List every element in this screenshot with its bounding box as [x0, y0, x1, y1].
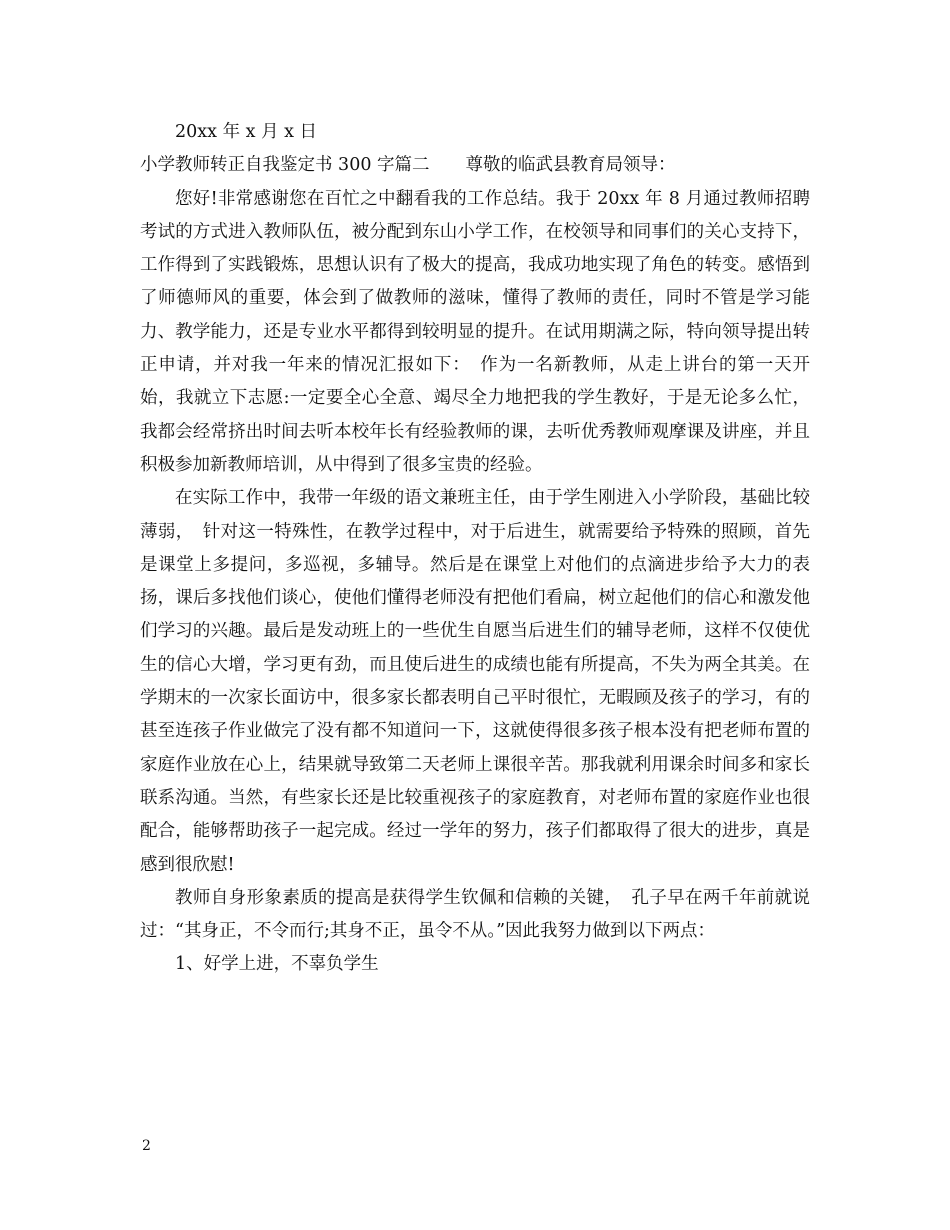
title-and-salutation-line [140, 149, 810, 182]
date-line: 20xx 年 x 月 x 日 [175, 122, 318, 142]
document-title: 小学教师转正自我鉴定书 300 字篇二 [140, 155, 430, 176]
salutation: 尊敬的临武县教育局领导： [465, 155, 676, 176]
page-number: 2 [142, 1138, 151, 1154]
document-body [140, 116, 810, 982]
paragraph-1: 您好!非常感谢您在百忙之中翻看我的工作总结。我于 20xx 年 8 月通过教师招聘考试的方式进入教师队伍，被分配到东山小学工作，在校领导和同事们的关心支持下，工作得到了实践锻炼，思想认识有了极大的提高，我成功地实现了角色的转变。感悟到了师德师风的重要，体会到了做教师的滋味，懂得了教师的责任，同时不管是学习能力、教学能力，还是专业水平都得到较明显的提升。在试用期满之际，特向领导提出转正申请，并对我一年来的情况汇报如下： 作为一名新教师，从走上讲台的第一天开始，我就立下志愿:一定要全心全意、竭尽全力地把我的学生教好，于是无论多么忙，我都会经常挤出时间去听本校年长有经验教师的课，去听优秀教师观摩课及讲座，并且积极参加新教师培训，从中得到了很多宝贵的经验。 [140, 188, 810, 475]
list-item-1: 1、好学上进，不辜负学生 [175, 954, 379, 975]
paragraph-2: 在实际工作中，我带一年级的语文兼班主任，由于学生刚进入小学阶段，基础比较薄弱， 针对这一特殊性，在教学过程中，对于后进生，就需要给予特殊的照顾，首先是课堂上多提问，多巡视，多辅导。然后是在课堂上对他们的点滴进步给予大力的表扬，课后多找他们谈心，使他们懂得老师没有把他们看扁，树立起他们的信心和激发他们学习的兴趣。最后是发动班上的一些优生自愿当后进生们的辅导老师，这样不仅使优生的信心大增，学习更有劲，而且使后进生的成绩也能有所提高，不失为两全其美。在学期末的一次家长面访中，很多家长都表明自己平时很忙，无暇顾及孩子的学习，有的甚至连孩子作业做完了没有都不知道问一下，这就使得很多孩子根本没有把老师布置的家庭作业放在心上，结果就导致第二天老师上课很辛苦。那我就利用课余时间多和家长联系沟通。当然，有些家长还是比较重视孩子的家庭教育，对老师布置的家庭作业也很配合，能够帮助孩子一起完成。经过一学年的努力，孩子们都取得了很大的进步，真是感到很欣慰! [140, 488, 810, 875]
paragraph-3: 教师自身形象素质的提高是获得学生钦佩和信赖的关键， 孔子早在两千年前就说过：“其身正，不令而行;其身不正，虽令不从。”因此我努力做到以下两点： [140, 887, 810, 942]
